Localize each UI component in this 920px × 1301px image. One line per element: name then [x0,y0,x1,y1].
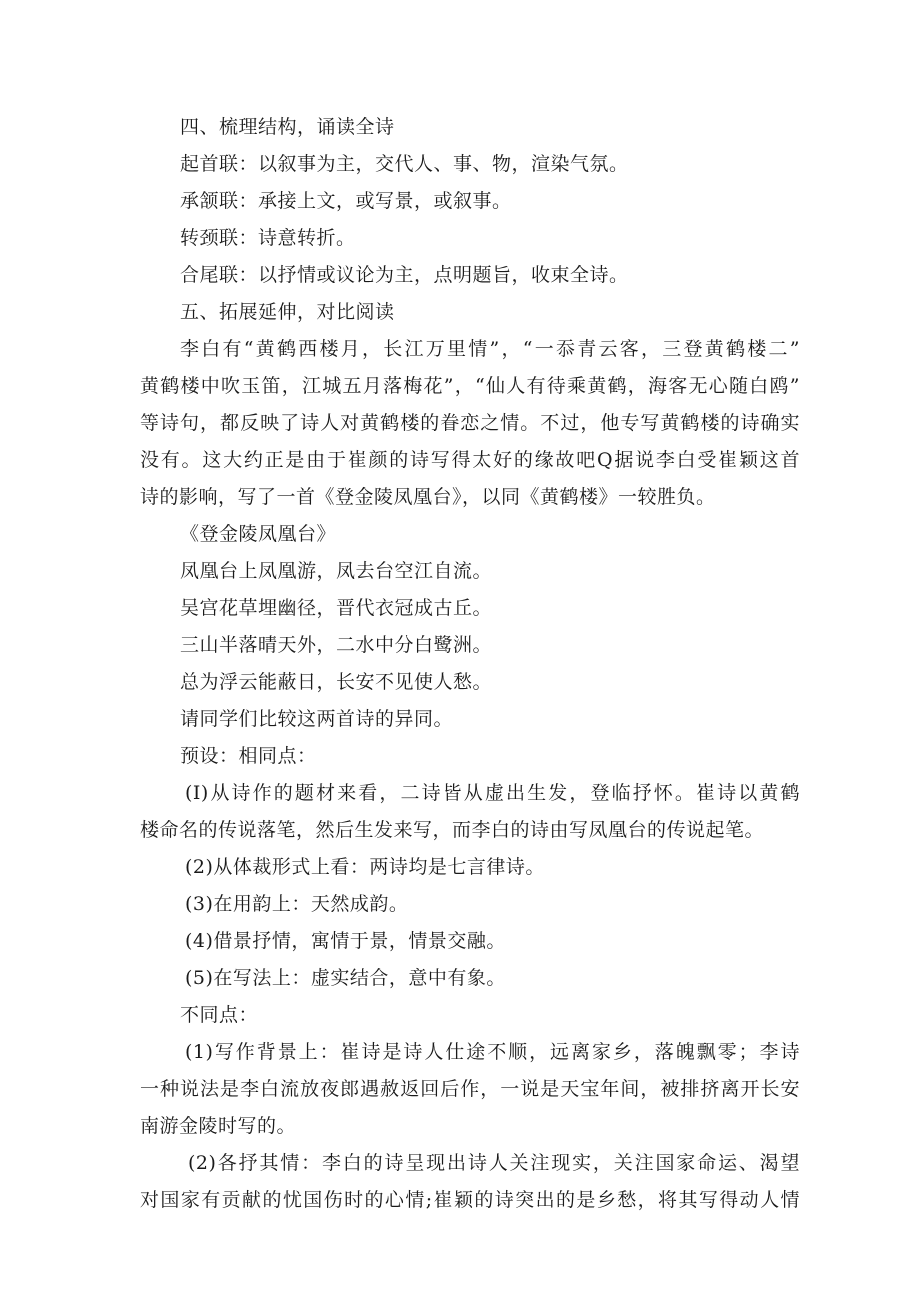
text-line: 南游金陵时写的。 [140,1115,297,1137]
poem-line: 总为浮云能蔽日，长安不见使人愁。 [180,671,493,693]
poem-line: 凤凰台上凤凰游，凤去台空江自流。 [180,560,493,582]
text-line: 诗的影响，写了一首《登金陵凤凰台》，以同《黄鹤楼》一较胜负。 [140,486,716,508]
section-heading-4: 四、梳理结构，诵读全诗 [180,116,395,138]
text-line: 不同点： [180,1004,259,1026]
text-line: (4)借景抒情，寓情于景，情景交融。 [185,930,506,952]
text-line: 合尾联：以抒情或议论为主，点明题旨，收束全诗。 [180,264,629,286]
text-line: 起首联：以叙事为主，交代人、事、物，渲染气氛。 [180,153,629,175]
text-line: 转颈联：诗意转折。 [180,227,356,249]
text-line: (1)写作背景上：崔诗是诗人仕途不顺，远离家乡，落魄飘零；李诗 [185,1041,800,1063]
text-line: 没有。这大约正是由于崔颜的诗写得太好的缘故吧Q据说李白受崔颖这首 [140,449,800,471]
poem-line: 吴宫花草埋幽径，晋代衣冠成古丘。 [180,597,493,619]
text-line: 对国家有贡献的忧国伤时的心情;崔颖的诗突出的是乡愁，将其写得动人情 [140,1189,800,1211]
text-line: 预设：相同点： [180,745,317,767]
text-line: (2)各抒其情：李白的诗呈现出诗人关注现实，关注国家命运、渴望 [188,1152,800,1174]
text-line: 楼命名的传说落笔，然后生发来写，而李白的诗由写凤凰台的传说起笔。 [140,819,765,841]
text-line: 等诗句，都反映了诗人对黄鹤楼的眷恋之情。不过，他专写黄鹤楼的诗确实 [140,412,800,434]
text-line: (2)从体裁形式上看：两诗均是七言律诗。 [185,856,545,878]
poem-line: 三山半落晴天外，二水中分白鹭洲。 [180,634,493,656]
text-line: (I)从诗作的题材来看，二诗皆从虚出生发，登临抒怀。崔诗以黄鹤 [185,782,800,804]
section-heading-5: 五、拓展延伸，对比阅读 [180,301,395,323]
text-line: 一种说法是李白流放夜郎遇赦返回后作，一说是天宝年间，被排挤离开长安 [140,1078,800,1100]
text-line: (5)在写法上：虚实结合，意中有象。 [185,967,506,989]
text-line: (3)在用韵上：天然成韵。 [185,893,409,915]
text-line: 承颔联：承接上文，或写景，或叙事。 [180,190,512,212]
poem-title: 《登金陵凤凰台》 [180,523,337,545]
text-line: 请同学们比较这两首诗的异同。 [180,708,454,730]
text-line: 黄鹤楼中吹玉笛，江城五月落梅花”，“仙人有待乘黄鹤，海客无心随白鸥” [140,375,800,397]
text-line: 李白有“黄鹤西楼月，长江万里情”，“一忝青云客，三登黄鹤楼二” [180,338,800,360]
